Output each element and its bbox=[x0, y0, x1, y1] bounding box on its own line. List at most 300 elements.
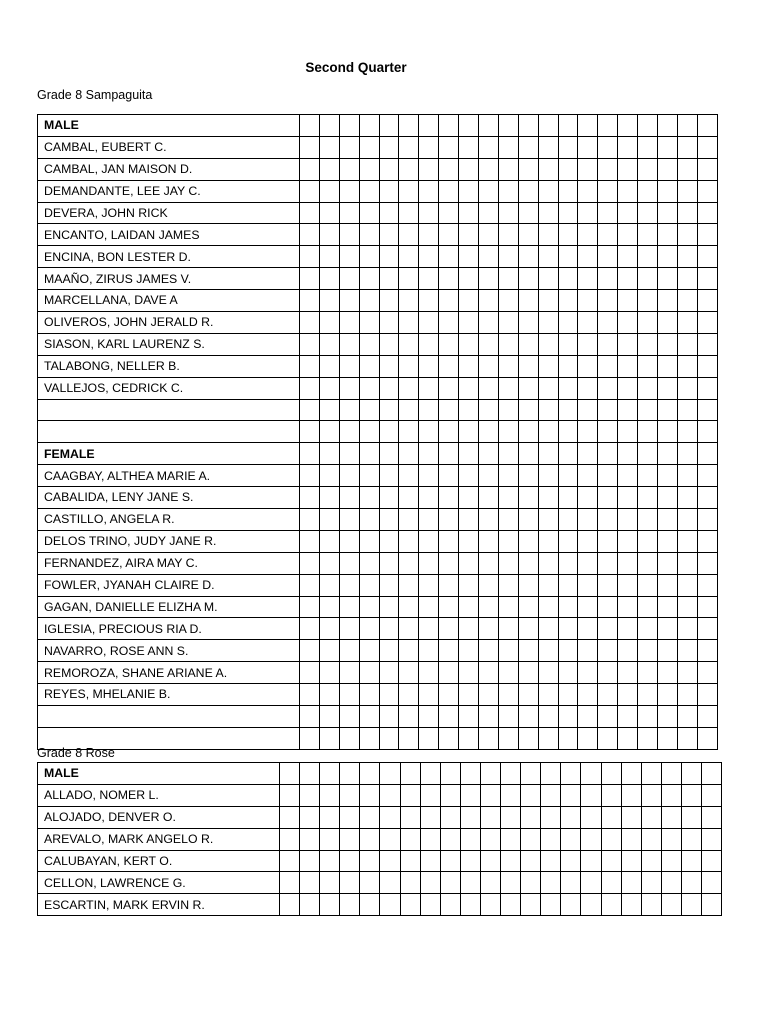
grid-cell[interactable] bbox=[379, 509, 399, 531]
grid-cell[interactable] bbox=[280, 828, 300, 850]
grid-cell[interactable] bbox=[558, 399, 578, 421]
grid-cell[interactable] bbox=[518, 596, 538, 618]
grid-cell[interactable] bbox=[677, 421, 697, 443]
grid-cell[interactable] bbox=[498, 290, 518, 312]
grid-cell[interactable] bbox=[399, 202, 419, 224]
grid-cell[interactable] bbox=[339, 596, 359, 618]
grid-cell[interactable] bbox=[379, 684, 399, 706]
grid-cell[interactable] bbox=[498, 115, 518, 137]
grid-cell[interactable] bbox=[339, 333, 359, 355]
grid-cell[interactable] bbox=[521, 784, 541, 806]
grid-cell[interactable] bbox=[598, 246, 618, 268]
grid-cell[interactable] bbox=[701, 763, 721, 785]
grid-cell[interactable] bbox=[479, 465, 499, 487]
grid-cell[interactable] bbox=[498, 662, 518, 684]
grid-cell[interactable] bbox=[538, 443, 558, 465]
grid-cell[interactable] bbox=[558, 596, 578, 618]
grid-cell[interactable] bbox=[319, 399, 339, 421]
grid-cell[interactable] bbox=[498, 465, 518, 487]
grid-cell[interactable] bbox=[578, 421, 598, 443]
grid-cell[interactable] bbox=[280, 806, 300, 828]
grid-cell[interactable] bbox=[561, 850, 581, 872]
grid-cell[interactable] bbox=[359, 552, 379, 574]
grid-cell[interactable] bbox=[498, 333, 518, 355]
grid-cell[interactable] bbox=[538, 465, 558, 487]
grid-cell[interactable] bbox=[541, 828, 561, 850]
grid-cell[interactable] bbox=[538, 290, 558, 312]
grid-cell[interactable] bbox=[399, 224, 419, 246]
grid-cell[interactable] bbox=[618, 552, 638, 574]
grid-cell[interactable] bbox=[319, 487, 339, 509]
grid-cell[interactable] bbox=[677, 574, 697, 596]
grid-cell[interactable] bbox=[479, 421, 499, 443]
grid-cell[interactable] bbox=[319, 136, 339, 158]
grid-cell[interactable] bbox=[697, 706, 717, 728]
grid-cell[interactable] bbox=[479, 399, 499, 421]
grid-cell[interactable] bbox=[479, 355, 499, 377]
grid-cell[interactable] bbox=[419, 377, 439, 399]
grid-cell[interactable] bbox=[677, 158, 697, 180]
grid-cell[interactable] bbox=[658, 596, 678, 618]
grid-cell[interactable] bbox=[399, 290, 419, 312]
grid-cell[interactable] bbox=[498, 487, 518, 509]
grid-cell[interactable] bbox=[419, 224, 439, 246]
grid-cell[interactable] bbox=[359, 377, 379, 399]
grid-cell[interactable] bbox=[459, 662, 479, 684]
grid-cell[interactable] bbox=[638, 552, 658, 574]
grid-cell[interactable] bbox=[379, 246, 399, 268]
grid-cell[interactable] bbox=[641, 806, 661, 828]
grid-cell[interactable] bbox=[618, 640, 638, 662]
grid-cell[interactable] bbox=[479, 552, 499, 574]
grid-cell[interactable] bbox=[319, 530, 339, 552]
grid-cell[interactable] bbox=[420, 828, 440, 850]
grid-cell[interactable] bbox=[618, 421, 638, 443]
grid-cell[interactable] bbox=[658, 530, 678, 552]
grid-cell[interactable] bbox=[319, 640, 339, 662]
grid-cell[interactable] bbox=[558, 355, 578, 377]
grid-cell[interactable] bbox=[359, 333, 379, 355]
grid-cell[interactable] bbox=[658, 180, 678, 202]
grid-cell[interactable] bbox=[419, 618, 439, 640]
grid-cell[interactable] bbox=[480, 850, 500, 872]
grid-cell[interactable] bbox=[359, 224, 379, 246]
grid-cell[interactable] bbox=[621, 872, 641, 894]
grid-cell[interactable] bbox=[677, 684, 697, 706]
grid-cell[interactable] bbox=[399, 530, 419, 552]
grid-cell[interactable] bbox=[459, 115, 479, 137]
grid-cell[interactable] bbox=[598, 180, 618, 202]
grid-cell[interactable] bbox=[459, 552, 479, 574]
grid-cell[interactable] bbox=[697, 136, 717, 158]
grid-cell[interactable] bbox=[558, 487, 578, 509]
grid-cell[interactable] bbox=[598, 115, 618, 137]
grid-cell[interactable] bbox=[501, 784, 521, 806]
grid-cell[interactable] bbox=[319, 115, 339, 137]
grid-cell[interactable] bbox=[638, 618, 658, 640]
grid-cell[interactable] bbox=[419, 662, 439, 684]
grid-cell[interactable] bbox=[459, 158, 479, 180]
grid-cell[interactable] bbox=[439, 727, 459, 749]
grid-cell[interactable] bbox=[439, 268, 459, 290]
grid-cell[interactable] bbox=[541, 894, 561, 916]
grid-cell[interactable] bbox=[320, 763, 340, 785]
grid-cell[interactable] bbox=[459, 312, 479, 334]
grid-cell[interactable] bbox=[518, 443, 538, 465]
grid-cell[interactable] bbox=[380, 872, 400, 894]
grid-cell[interactable] bbox=[339, 290, 359, 312]
grid-cell[interactable] bbox=[459, 421, 479, 443]
grid-cell[interactable] bbox=[379, 202, 399, 224]
grid-cell[interactable] bbox=[697, 684, 717, 706]
grid-cell[interactable] bbox=[360, 872, 380, 894]
grid-cell[interactable] bbox=[319, 443, 339, 465]
grid-cell[interactable] bbox=[578, 399, 598, 421]
grid-cell[interactable] bbox=[339, 487, 359, 509]
grid-cell[interactable] bbox=[638, 640, 658, 662]
grid-cell[interactable] bbox=[538, 246, 558, 268]
grid-cell[interactable] bbox=[439, 355, 459, 377]
grid-cell[interactable] bbox=[320, 872, 340, 894]
grid-cell[interactable] bbox=[380, 763, 400, 785]
grid-cell[interactable] bbox=[300, 763, 320, 785]
grid-cell[interactable] bbox=[598, 465, 618, 487]
grid-cell[interactable] bbox=[558, 312, 578, 334]
grid-cell[interactable] bbox=[578, 333, 598, 355]
grid-cell[interactable] bbox=[300, 850, 320, 872]
grid-cell[interactable] bbox=[319, 706, 339, 728]
grid-cell[interactable] bbox=[420, 763, 440, 785]
grid-cell[interactable] bbox=[319, 421, 339, 443]
grid-cell[interactable] bbox=[359, 618, 379, 640]
grid-cell[interactable] bbox=[618, 158, 638, 180]
grid-cell[interactable] bbox=[300, 399, 320, 421]
grid-cell[interactable] bbox=[319, 509, 339, 531]
grid-cell[interactable] bbox=[498, 509, 518, 531]
grid-cell[interactable] bbox=[638, 333, 658, 355]
grid-cell[interactable] bbox=[300, 727, 320, 749]
grid-cell[interactable] bbox=[320, 894, 340, 916]
grid-cell[interactable] bbox=[677, 246, 697, 268]
grid-cell[interactable] bbox=[319, 246, 339, 268]
grid-cell[interactable] bbox=[459, 530, 479, 552]
grid-cell[interactable] bbox=[399, 640, 419, 662]
grid-cell[interactable] bbox=[658, 312, 678, 334]
grid-cell[interactable] bbox=[697, 509, 717, 531]
grid-cell[interactable] bbox=[661, 894, 681, 916]
grid-cell[interactable] bbox=[578, 640, 598, 662]
grid-cell[interactable] bbox=[339, 618, 359, 640]
grid-cell[interactable] bbox=[618, 596, 638, 618]
grid-cell[interactable] bbox=[319, 355, 339, 377]
grid-cell[interactable] bbox=[459, 333, 479, 355]
grid-cell[interactable] bbox=[538, 136, 558, 158]
grid-cell[interactable] bbox=[578, 487, 598, 509]
grid-cell[interactable] bbox=[439, 552, 459, 574]
grid-cell[interactable] bbox=[618, 684, 638, 706]
grid-cell[interactable] bbox=[399, 399, 419, 421]
grid-cell[interactable] bbox=[400, 784, 420, 806]
grid-cell[interactable] bbox=[300, 290, 320, 312]
grid-cell[interactable] bbox=[280, 763, 300, 785]
grid-cell[interactable] bbox=[400, 828, 420, 850]
grid-cell[interactable] bbox=[541, 763, 561, 785]
grid-cell[interactable] bbox=[558, 552, 578, 574]
grid-cell[interactable] bbox=[661, 872, 681, 894]
grid-cell[interactable] bbox=[697, 662, 717, 684]
grid-cell[interactable] bbox=[697, 596, 717, 618]
grid-cell[interactable] bbox=[538, 596, 558, 618]
grid-cell[interactable] bbox=[681, 784, 701, 806]
grid-cell[interactable] bbox=[538, 202, 558, 224]
grid-cell[interactable] bbox=[598, 487, 618, 509]
grid-cell[interactable] bbox=[419, 574, 439, 596]
grid-cell[interactable] bbox=[479, 246, 499, 268]
grid-cell[interactable] bbox=[319, 312, 339, 334]
grid-cell[interactable] bbox=[479, 684, 499, 706]
grid-cell[interactable] bbox=[479, 640, 499, 662]
grid-cell[interactable] bbox=[498, 224, 518, 246]
grid-cell[interactable] bbox=[658, 552, 678, 574]
grid-cell[interactable] bbox=[561, 806, 581, 828]
grid-cell[interactable] bbox=[638, 727, 658, 749]
grid-cell[interactable] bbox=[319, 552, 339, 574]
grid-cell[interactable] bbox=[459, 574, 479, 596]
grid-cell[interactable] bbox=[359, 706, 379, 728]
grid-cell[interactable] bbox=[598, 684, 618, 706]
grid-cell[interactable] bbox=[638, 180, 658, 202]
grid-cell[interactable] bbox=[558, 640, 578, 662]
grid-cell[interactable] bbox=[439, 596, 459, 618]
grid-cell[interactable] bbox=[598, 202, 618, 224]
grid-cell[interactable] bbox=[300, 806, 320, 828]
grid-cell[interactable] bbox=[300, 872, 320, 894]
grid-cell[interactable] bbox=[300, 596, 320, 618]
grid-cell[interactable] bbox=[598, 596, 618, 618]
grid-cell[interactable] bbox=[460, 828, 480, 850]
grid-cell[interactable] bbox=[280, 850, 300, 872]
grid-cell[interactable] bbox=[578, 115, 598, 137]
grid-cell[interactable] bbox=[677, 355, 697, 377]
grid-cell[interactable] bbox=[439, 180, 459, 202]
grid-cell[interactable] bbox=[638, 465, 658, 487]
grid-cell[interactable] bbox=[521, 763, 541, 785]
grid-cell[interactable] bbox=[518, 202, 538, 224]
grid-cell[interactable] bbox=[300, 202, 320, 224]
grid-cell[interactable] bbox=[538, 684, 558, 706]
grid-cell[interactable] bbox=[380, 784, 400, 806]
grid-cell[interactable] bbox=[319, 618, 339, 640]
grid-cell[interactable] bbox=[661, 850, 681, 872]
grid-cell[interactable] bbox=[359, 684, 379, 706]
grid-cell[interactable] bbox=[479, 136, 499, 158]
grid-cell[interactable] bbox=[697, 399, 717, 421]
grid-cell[interactable] bbox=[459, 443, 479, 465]
grid-cell[interactable] bbox=[677, 377, 697, 399]
grid-cell[interactable] bbox=[498, 706, 518, 728]
grid-cell[interactable] bbox=[677, 290, 697, 312]
grid-cell[interactable] bbox=[339, 574, 359, 596]
grid-cell[interactable] bbox=[658, 158, 678, 180]
grid-cell[interactable] bbox=[399, 268, 419, 290]
grid-cell[interactable] bbox=[601, 894, 621, 916]
grid-cell[interactable] bbox=[419, 487, 439, 509]
grid-cell[interactable] bbox=[440, 828, 460, 850]
grid-cell[interactable] bbox=[420, 872, 440, 894]
grid-cell[interactable] bbox=[697, 465, 717, 487]
grid-cell[interactable] bbox=[379, 158, 399, 180]
grid-cell[interactable] bbox=[697, 487, 717, 509]
grid-cell[interactable] bbox=[558, 333, 578, 355]
grid-cell[interactable] bbox=[339, 443, 359, 465]
grid-cell[interactable] bbox=[339, 640, 359, 662]
grid-cell[interactable] bbox=[319, 268, 339, 290]
grid-cell[interactable] bbox=[538, 355, 558, 377]
grid-cell[interactable] bbox=[598, 333, 618, 355]
grid-cell[interactable] bbox=[479, 706, 499, 728]
grid-cell[interactable] bbox=[339, 662, 359, 684]
grid-cell[interactable] bbox=[339, 706, 359, 728]
grid-cell[interactable] bbox=[541, 850, 561, 872]
grid-cell[interactable] bbox=[379, 530, 399, 552]
grid-cell[interactable] bbox=[459, 290, 479, 312]
grid-cell[interactable] bbox=[419, 246, 439, 268]
grid-cell[interactable] bbox=[360, 784, 380, 806]
grid-cell[interactable] bbox=[379, 596, 399, 618]
grid-cell[interactable] bbox=[459, 268, 479, 290]
grid-cell[interactable] bbox=[379, 136, 399, 158]
grid-cell[interactable] bbox=[439, 136, 459, 158]
grid-cell[interactable] bbox=[399, 596, 419, 618]
grid-cell[interactable] bbox=[300, 894, 320, 916]
grid-cell[interactable] bbox=[319, 224, 339, 246]
grid-cell[interactable] bbox=[479, 224, 499, 246]
grid-cell[interactable] bbox=[618, 246, 638, 268]
grid-cell[interactable] bbox=[538, 377, 558, 399]
grid-cell[interactable] bbox=[521, 828, 541, 850]
grid-cell[interactable] bbox=[681, 894, 701, 916]
grid-cell[interactable] bbox=[359, 312, 379, 334]
grid-cell[interactable] bbox=[339, 180, 359, 202]
grid-cell[interactable] bbox=[618, 268, 638, 290]
grid-cell[interactable] bbox=[641, 894, 661, 916]
grid-cell[interactable] bbox=[439, 158, 459, 180]
grid-cell[interactable] bbox=[399, 421, 419, 443]
grid-cell[interactable] bbox=[440, 894, 460, 916]
grid-cell[interactable] bbox=[379, 640, 399, 662]
grid-cell[interactable] bbox=[359, 530, 379, 552]
grid-cell[interactable] bbox=[681, 763, 701, 785]
grid-cell[interactable] bbox=[339, 355, 359, 377]
grid-cell[interactable] bbox=[459, 202, 479, 224]
grid-cell[interactable] bbox=[518, 727, 538, 749]
grid-cell[interactable] bbox=[697, 618, 717, 640]
grid-cell[interactable] bbox=[359, 202, 379, 224]
grid-cell[interactable] bbox=[598, 706, 618, 728]
grid-cell[interactable] bbox=[479, 180, 499, 202]
grid-cell[interactable] bbox=[498, 355, 518, 377]
grid-cell[interactable] bbox=[380, 894, 400, 916]
grid-cell[interactable] bbox=[459, 465, 479, 487]
grid-cell[interactable] bbox=[538, 399, 558, 421]
grid-cell[interactable] bbox=[558, 509, 578, 531]
grid-cell[interactable] bbox=[419, 399, 439, 421]
grid-cell[interactable] bbox=[498, 618, 518, 640]
grid-cell[interactable] bbox=[697, 268, 717, 290]
grid-cell[interactable] bbox=[420, 784, 440, 806]
grid-cell[interactable] bbox=[518, 115, 538, 137]
grid-cell[interactable] bbox=[598, 290, 618, 312]
grid-cell[interactable] bbox=[578, 662, 598, 684]
grid-cell[interactable] bbox=[618, 618, 638, 640]
grid-cell[interactable] bbox=[578, 312, 598, 334]
grid-cell[interactable] bbox=[320, 806, 340, 828]
grid-cell[interactable] bbox=[319, 333, 339, 355]
grid-cell[interactable] bbox=[359, 290, 379, 312]
grid-cell[interactable] bbox=[379, 706, 399, 728]
grid-cell[interactable] bbox=[440, 806, 460, 828]
grid-cell[interactable] bbox=[380, 806, 400, 828]
grid-cell[interactable] bbox=[518, 574, 538, 596]
grid-cell[interactable] bbox=[319, 202, 339, 224]
grid-cell[interactable] bbox=[480, 894, 500, 916]
grid-cell[interactable] bbox=[439, 312, 459, 334]
grid-cell[interactable] bbox=[558, 706, 578, 728]
grid-cell[interactable] bbox=[498, 640, 518, 662]
grid-cell[interactable] bbox=[300, 136, 320, 158]
grid-cell[interactable] bbox=[479, 487, 499, 509]
grid-cell[interactable] bbox=[459, 136, 479, 158]
grid-cell[interactable] bbox=[661, 763, 681, 785]
grid-cell[interactable] bbox=[581, 894, 601, 916]
grid-cell[interactable] bbox=[419, 333, 439, 355]
grid-cell[interactable] bbox=[677, 443, 697, 465]
grid-cell[interactable] bbox=[439, 115, 459, 137]
grid-cell[interactable] bbox=[601, 828, 621, 850]
grid-cell[interactable] bbox=[518, 224, 538, 246]
grid-cell[interactable] bbox=[638, 530, 658, 552]
grid-cell[interactable] bbox=[598, 509, 618, 531]
grid-cell[interactable] bbox=[399, 727, 419, 749]
grid-cell[interactable] bbox=[379, 552, 399, 574]
grid-cell[interactable] bbox=[339, 552, 359, 574]
grid-cell[interactable] bbox=[641, 850, 661, 872]
grid-cell[interactable] bbox=[598, 552, 618, 574]
grid-cell[interactable] bbox=[518, 136, 538, 158]
grid-cell[interactable] bbox=[439, 640, 459, 662]
grid-cell[interactable] bbox=[658, 268, 678, 290]
grid-cell[interactable] bbox=[518, 618, 538, 640]
grid-cell[interactable] bbox=[638, 202, 658, 224]
grid-cell[interactable] bbox=[460, 872, 480, 894]
grid-cell[interactable] bbox=[399, 487, 419, 509]
grid-cell[interactable] bbox=[399, 465, 419, 487]
grid-cell[interactable] bbox=[681, 872, 701, 894]
grid-cell[interactable] bbox=[658, 246, 678, 268]
grid-cell[interactable] bbox=[658, 706, 678, 728]
grid-cell[interactable] bbox=[578, 706, 598, 728]
grid-cell[interactable] bbox=[479, 158, 499, 180]
grid-cell[interactable] bbox=[618, 333, 638, 355]
grid-cell[interactable] bbox=[479, 202, 499, 224]
grid-cell[interactable] bbox=[459, 487, 479, 509]
grid-cell[interactable] bbox=[538, 268, 558, 290]
grid-cell[interactable] bbox=[440, 784, 460, 806]
grid-cell[interactable] bbox=[399, 552, 419, 574]
grid-cell[interactable] bbox=[419, 158, 439, 180]
grid-cell[interactable] bbox=[498, 421, 518, 443]
grid-cell[interactable] bbox=[339, 377, 359, 399]
